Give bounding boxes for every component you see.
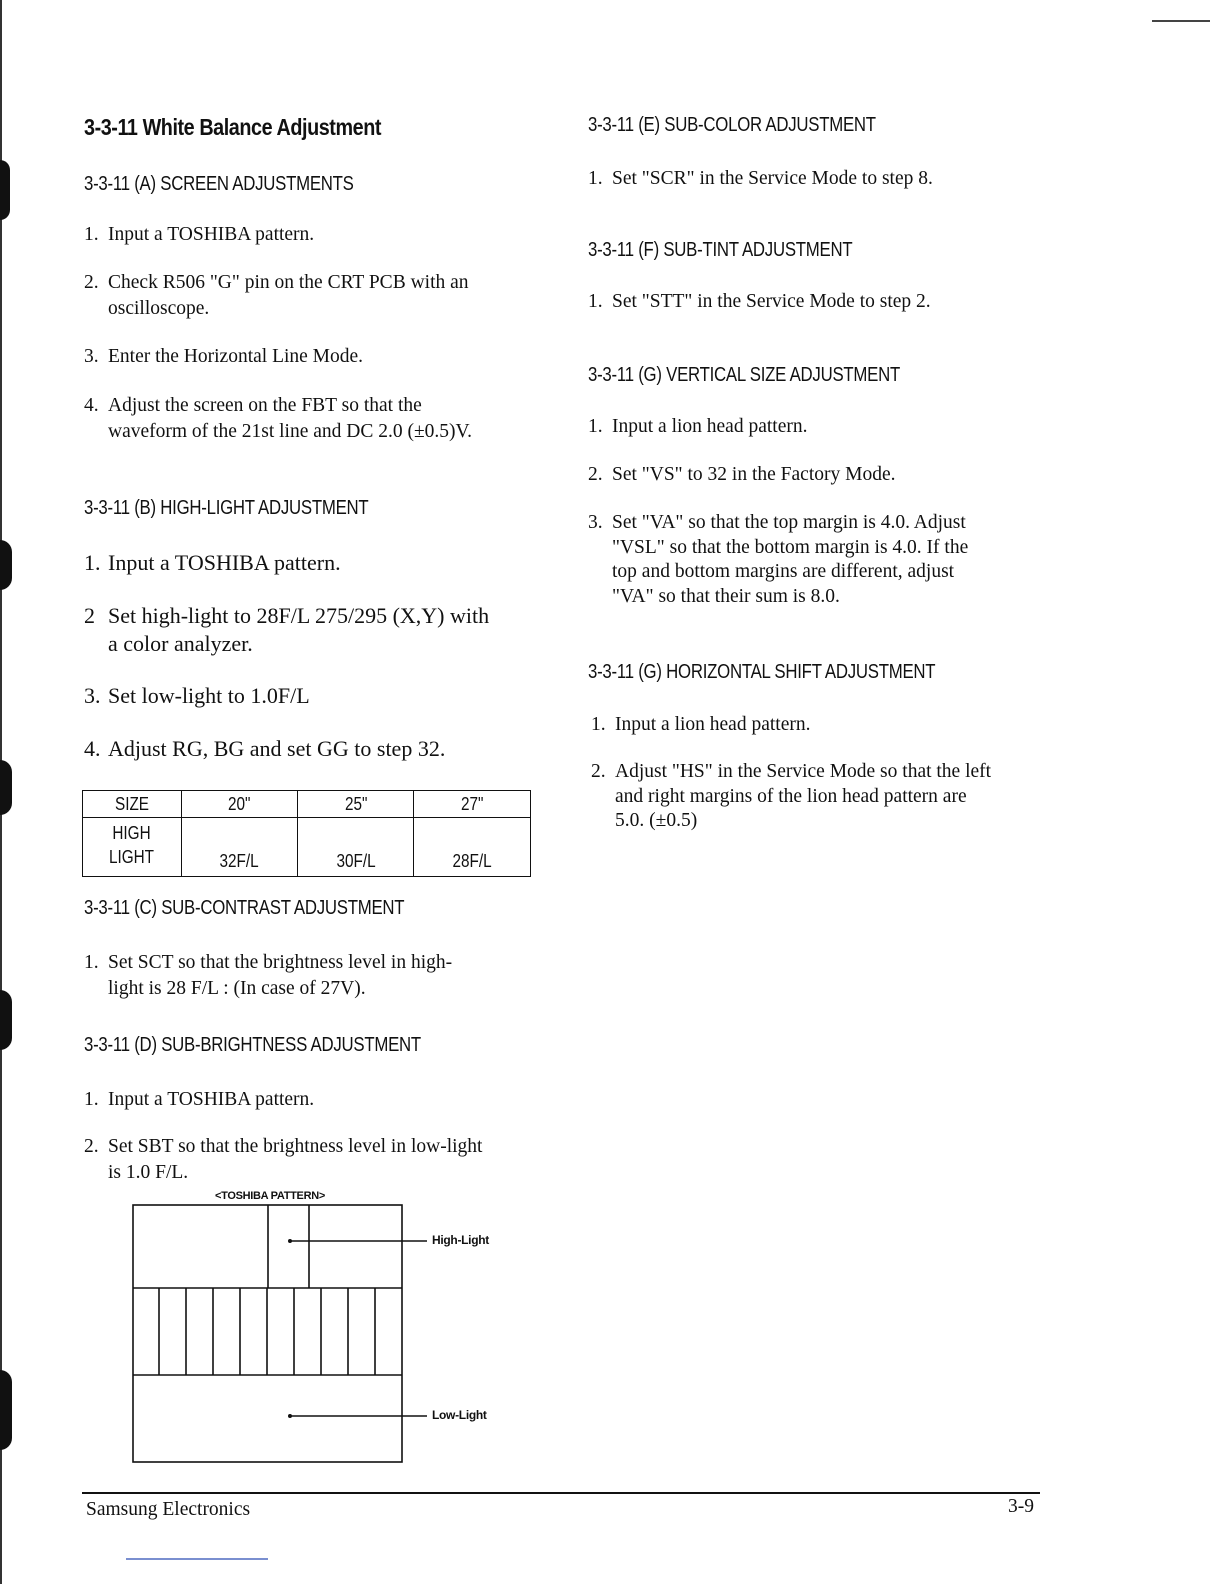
section-a-heading: 3-3-11 (A) SCREEN ADJUSTMENTS bbox=[84, 173, 354, 195]
high-light-table bbox=[82, 790, 531, 877]
table-cell bbox=[298, 818, 414, 877]
low-light-dot bbox=[288, 1414, 292, 1418]
item-number: 1. bbox=[84, 550, 101, 575]
item-text: waveform of the 21st line and DC 2.0 (±0.5)V. bbox=[108, 421, 472, 442]
item-number: 2. bbox=[588, 464, 603, 485]
item-number: 1. bbox=[588, 416, 603, 437]
list-item bbox=[84, 222, 534, 248]
item-text: and right margins of the lion head pattern are bbox=[615, 785, 967, 807]
table-cell-text: 32F/L bbox=[219, 851, 259, 871]
item-text: "VSL" so that the bottom margin is 4.0. If the bbox=[612, 536, 969, 558]
list-item bbox=[591, 712, 1051, 738]
top-right-rule bbox=[1152, 20, 1210, 22]
item-text: is 1.0 F/L. bbox=[108, 1162, 189, 1183]
list-item bbox=[84, 602, 534, 658]
diagram-caption: <TOSHIBA PATTERN> bbox=[215, 1190, 326, 1202]
item-text: Set "VS" to 32 in the Factory Mode. bbox=[612, 464, 896, 485]
item-number: 4. bbox=[84, 736, 101, 761]
table-header-text: SIZE bbox=[114, 793, 149, 814]
section-d-heading: 3-3-11 (D) SUB-BRIGHTNESS ADJUSTMENT bbox=[84, 1034, 421, 1056]
row-label-line: HIGH bbox=[112, 823, 151, 843]
list-item bbox=[588, 289, 1048, 315]
item-text: Set high-light to 28F/L 275/295 (X,Y) with bbox=[108, 603, 490, 628]
table-header-text: 27" bbox=[461, 793, 484, 814]
item-text: Input a TOSHIBA pattern. bbox=[108, 224, 315, 245]
section-e-heading: 3-3-11 (E) SUB-COLOR ADJUSTMENT bbox=[588, 114, 876, 136]
list-item bbox=[84, 393, 534, 445]
section-c-heading: 3-3-11 (C) SUB-CONTRAST ADJUSTMENT bbox=[84, 897, 405, 919]
item-text: Input a TOSHIBA pattern. bbox=[108, 550, 341, 575]
item-number: 1. bbox=[591, 714, 606, 735]
footer-page-number: 3-9 bbox=[1008, 1496, 1034, 1517]
item-text: Input a TOSHIBA pattern. bbox=[108, 1089, 315, 1110]
item-text: Set "STT" in the Service Mode to step 2. bbox=[612, 291, 931, 312]
item-text: Set "SCR" in the Service Mode to step 8. bbox=[612, 168, 933, 189]
table-header-cell bbox=[83, 791, 182, 818]
table-header-row bbox=[83, 791, 531, 818]
item-number: 2. bbox=[84, 1136, 99, 1157]
item-text: Set SCT so that the brightness level in high- bbox=[108, 952, 453, 973]
footer-company: Samsung Electronics bbox=[86, 1499, 251, 1520]
table-cell bbox=[414, 818, 531, 877]
table-cell-text: 30F/L bbox=[336, 851, 376, 871]
list-item bbox=[84, 270, 534, 322]
list-item bbox=[588, 166, 1048, 192]
section-b-heading: 3-3-11 (B) HIGH-LIGHT ADJUSTMENT bbox=[84, 497, 369, 519]
table-header-cell bbox=[181, 791, 297, 818]
item-number: 2. bbox=[591, 761, 606, 782]
list-item bbox=[84, 950, 534, 1002]
binding-hole-mark bbox=[0, 760, 12, 815]
section-g-vertical-heading: 3-3-11 (G) VERTICAL SIZE ADJUSTMENT bbox=[588, 364, 901, 386]
binding-hole-mark bbox=[0, 540, 12, 590]
footer-rule bbox=[82, 1492, 1040, 1494]
item-text: light is 28 F/L : (In case of 27V). bbox=[108, 978, 366, 999]
section-f-heading: 3-3-11 (F) SUB-TINT ADJUSTMENT bbox=[588, 239, 853, 261]
item-text: Adjust the screen on the FBT so that the bbox=[108, 395, 422, 416]
list-item bbox=[588, 511, 1048, 611]
list-item bbox=[84, 1087, 534, 1113]
item-text: Input a lion head pattern. bbox=[612, 416, 808, 437]
item-number: 4. bbox=[84, 395, 99, 416]
high-light-label: High-Light bbox=[432, 1233, 489, 1247]
list-item bbox=[588, 462, 1048, 488]
item-number: 2 bbox=[84, 603, 95, 628]
item-number: 3. bbox=[84, 346, 99, 367]
item-number: 1. bbox=[84, 952, 99, 973]
list-item bbox=[588, 414, 1048, 440]
item-text: a color analyzer. bbox=[108, 631, 253, 656]
low-light-label: Low-Light bbox=[432, 1408, 487, 1422]
section-g-horizontal-heading: 3-3-11 (G) HORIZONTAL SHIFT ADJUSTMENT bbox=[588, 661, 936, 683]
binding-hole-mark bbox=[0, 990, 12, 1050]
table-row bbox=[83, 818, 531, 877]
item-text: Check R506 "G" pin on the CRT PCB with an bbox=[108, 272, 469, 293]
item-number: 1. bbox=[588, 168, 603, 189]
item-text: Adjust "HS" in the Service Mode so that the left bbox=[615, 761, 992, 782]
item-text: Input a lion head pattern. bbox=[615, 714, 811, 735]
page-title: 3-3-11 White Balance Adjustment bbox=[84, 114, 382, 140]
row-label-line: LIGHT bbox=[109, 847, 155, 867]
item-text: Enter the Horizontal Line Mode. bbox=[108, 346, 364, 367]
table-header-text: 25" bbox=[344, 793, 367, 814]
high-light-dot bbox=[288, 1239, 292, 1243]
item-number: 3. bbox=[84, 683, 101, 708]
table-cell-text: 28F/L bbox=[452, 851, 492, 871]
table-header-text: 20" bbox=[228, 793, 251, 814]
item-text: oscilloscope. bbox=[108, 298, 210, 319]
binding-hole-mark bbox=[0, 160, 10, 220]
table-header-cell bbox=[414, 791, 531, 818]
item-text: Set "VA" so that the top margin is 4.0. Adjust bbox=[612, 512, 966, 533]
item-text: Set SBT so that the brightness level in low-light bbox=[108, 1136, 483, 1157]
list-item bbox=[84, 1134, 534, 1186]
list-item bbox=[591, 760, 1051, 838]
table-row-label bbox=[83, 818, 182, 877]
item-text: Set low-light to 1.0F/L bbox=[108, 683, 310, 708]
list-item bbox=[84, 735, 534, 763]
list-item bbox=[84, 682, 534, 710]
item-number: 1. bbox=[84, 224, 99, 245]
bottom-accent-line bbox=[126, 1558, 268, 1560]
item-number: 2. bbox=[84, 272, 99, 293]
table-cell bbox=[181, 818, 297, 877]
item-number: 1. bbox=[588, 291, 603, 312]
item-text: "VA" so that their sum is 8.0. bbox=[612, 585, 840, 607]
item-text: Adjust RG, BG and set GG to step 32. bbox=[108, 736, 446, 761]
list-item bbox=[84, 344, 534, 370]
table-header-cell bbox=[298, 791, 414, 818]
item-number: 1. bbox=[84, 1089, 99, 1110]
item-text: top and bottom margins are different, adjust bbox=[612, 561, 955, 582]
item-text: 5.0. (±0.5) bbox=[615, 810, 698, 831]
list-item bbox=[84, 549, 534, 577]
binding-hole-mark bbox=[0, 1370, 12, 1450]
item-number: 3. bbox=[588, 512, 603, 533]
